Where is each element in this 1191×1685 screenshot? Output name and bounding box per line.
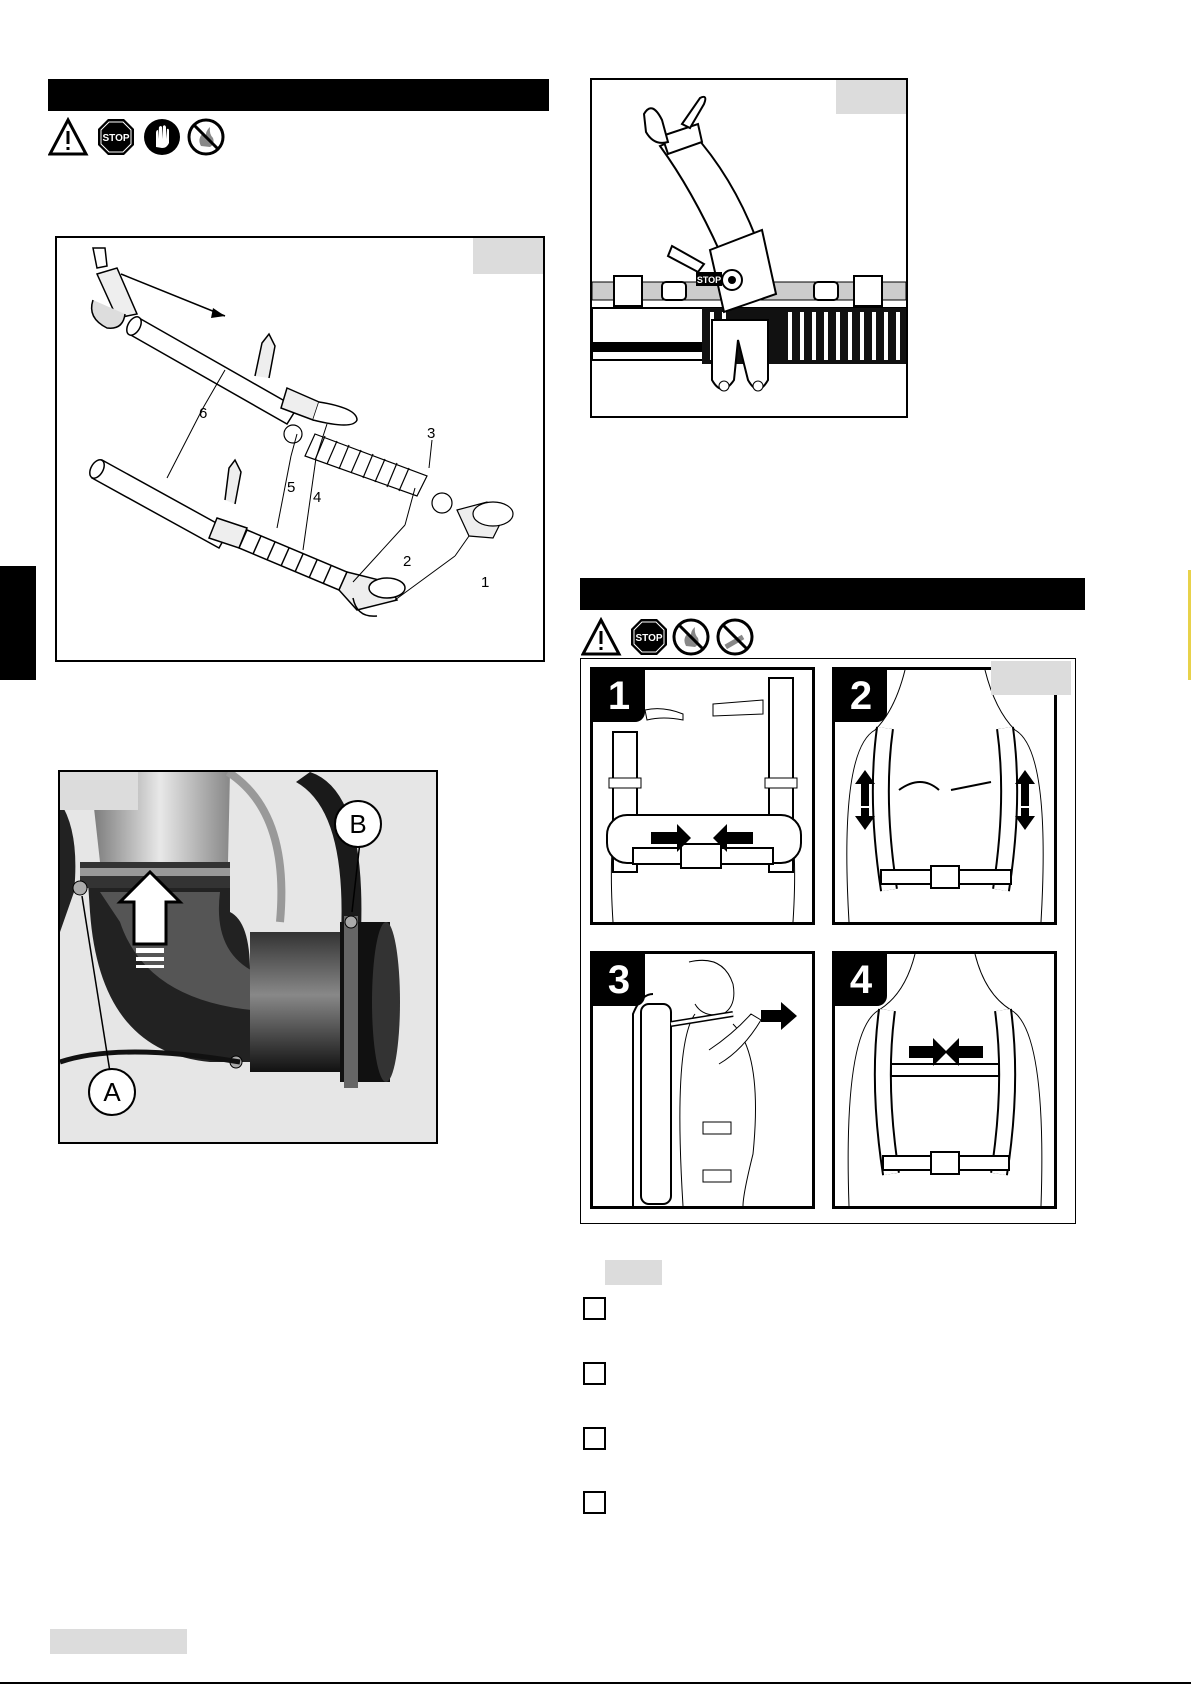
- section-header-bar-left: [48, 79, 549, 111]
- throttle-stop-label: [696, 272, 722, 286]
- figure-number-tag: [60, 772, 138, 810]
- harness-panel-2: [832, 667, 1057, 925]
- page-bottom-rule: [0, 1682, 1191, 1684]
- panel-number: 4: [835, 954, 887, 1006]
- gloves-icon: [144, 119, 180, 155]
- page-footer-tag: [50, 1629, 187, 1654]
- no-smoking-icon: [718, 620, 752, 654]
- no-fire-icon: [189, 120, 223, 154]
- figure-tube-assembly: [55, 236, 545, 662]
- checklist-checkbox-2[interactable]: [583, 1362, 606, 1385]
- warning-triangle-icon: [50, 120, 86, 154]
- stop-sign-icon: [631, 619, 667, 655]
- svg-text:STOP: STOP: [635, 633, 663, 644]
- panel-number: 2: [835, 670, 887, 722]
- callout-a-label: A: [103, 1076, 121, 1107]
- section-header-bar-right: [580, 578, 1085, 610]
- callout-b-circle: [334, 800, 382, 848]
- callout-3: 3: [427, 425, 436, 442]
- stop-sign-icon: [98, 119, 134, 155]
- figure-throttle-handle: [590, 78, 908, 418]
- harness-panel-1: [590, 667, 815, 925]
- panel-number: 1: [593, 670, 645, 722]
- lower-tube-drawing: [87, 457, 405, 616]
- checklist-checkbox-3[interactable]: [583, 1427, 606, 1450]
- figure-number-tag: [473, 238, 543, 274]
- note-label-tag: [605, 1260, 662, 1285]
- svg-text:STOP: STOP: [102, 133, 130, 144]
- figure-elbow-clamps: [58, 770, 438, 1144]
- callout-b-label: B: [349, 808, 367, 839]
- figure-number-tag: [836, 80, 906, 114]
- svg-text:STOP: STOP: [696, 275, 722, 285]
- callout-4: 4: [313, 489, 322, 506]
- warning-triangle-icon: [583, 620, 619, 654]
- checklist-checkbox-4[interactable]: [583, 1491, 606, 1514]
- side-chapter-tab: [0, 566, 36, 680]
- upper-tube-drawing: [92, 248, 357, 425]
- harness-panel-4: [832, 951, 1057, 1209]
- figure-number-tag: [991, 661, 1071, 695]
- figure-harness-adjustment: [580, 658, 1076, 1224]
- checklist-checkbox-1[interactable]: [583, 1297, 606, 1320]
- harness-panel-3: [590, 951, 815, 1209]
- callout-a-circle: [88, 1068, 136, 1116]
- safety-icon-row-right: [581, 617, 761, 657]
- no-fire-icon: [674, 620, 708, 654]
- panel-number: 3: [593, 954, 645, 1006]
- flex-hose-upper: [284, 425, 513, 538]
- callout-1: 1: [481, 574, 490, 591]
- callout-6: 6: [199, 405, 208, 422]
- callout-5: 5: [287, 479, 296, 496]
- callout-2: 2: [403, 553, 412, 570]
- safety-icon-row-left: [48, 117, 228, 157]
